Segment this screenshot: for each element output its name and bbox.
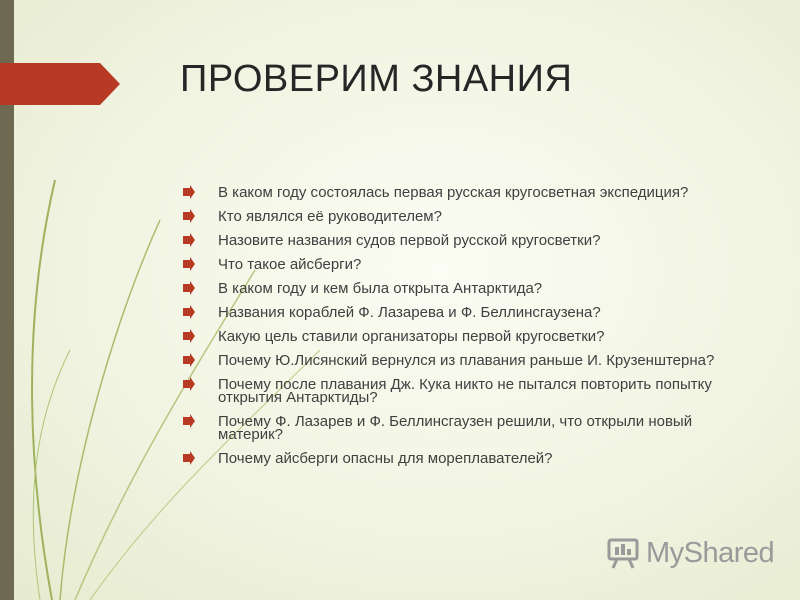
question-text: Почему после плавания Дж. Кука никто не пытался повторить попытку открытия Антарктиды? [218, 376, 712, 406]
arrow-bullet-icon [182, 353, 196, 367]
list-item [182, 186, 742, 199]
question-list [182, 186, 742, 476]
question-text: Почему айсберги опасны для мореплавателей? [218, 450, 553, 467]
question-text: Какую цель ставили организаторы первой кругосветки? [218, 328, 605, 345]
list-item [182, 378, 742, 404]
arrow-bullet-icon [182, 451, 196, 465]
question-text: Назовите названия судов первой русской кругосветки? [218, 232, 601, 249]
arrow-bullet-icon [182, 414, 196, 428]
presentation-board-icon [606, 536, 640, 570]
question-text: Кто являлся её руководителем? [218, 208, 442, 225]
arrow-bullet-icon [182, 281, 196, 295]
list-item [182, 282, 742, 295]
question-text: Почему Ю.Лисянский вернулся из плавания раньше И. Крузенштерна? [218, 352, 715, 369]
list-item [182, 415, 742, 441]
arrow-bullet-icon [182, 257, 196, 271]
list-item [182, 330, 742, 343]
arrow-bullet-icon [182, 305, 196, 319]
watermark-logo [606, 536, 774, 570]
question-text: В каком году состоялась первая русская кругосветная экспедиция? [218, 184, 689, 201]
watermark-text: MyShared [646, 536, 775, 569]
question-text: Почему Ф. Лазарев и Ф. Беллинсгаузен решили, что открыли новый материк? [218, 413, 693, 443]
slide-title: ПРОВЕРИМ ЗНАНИЯ [180, 58, 573, 100]
list-item [182, 258, 742, 271]
list-item [182, 306, 742, 319]
arrow-bullet-icon [182, 329, 196, 343]
list-item [182, 452, 742, 465]
question-text: Что такое айсберги? [218, 256, 362, 273]
arrow-bullet-icon [182, 233, 196, 247]
list-item [182, 210, 742, 223]
arrow-bullet-icon [182, 209, 196, 223]
question-text: Названия кораблей Ф. Лазарева и Ф. Беллинсгаузена? [218, 304, 601, 321]
title-accent-arrow [0, 63, 120, 105]
list-item [182, 354, 742, 367]
question-text: В каком году и кем была открыта Антарктида? [218, 280, 543, 297]
arrow-bullet-icon [182, 185, 196, 199]
arrow-bullet-icon [182, 377, 196, 391]
list-item [182, 234, 742, 247]
